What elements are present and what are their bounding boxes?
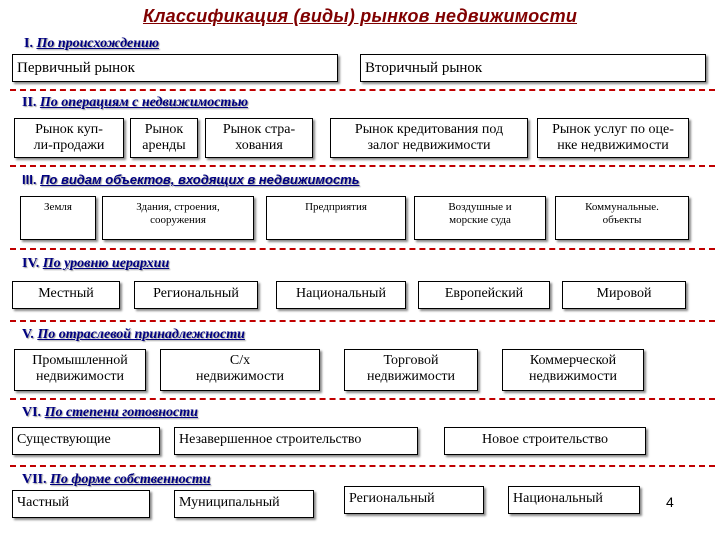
- box-line: недвижимости: [36, 369, 124, 384]
- box-municipal: [174, 490, 314, 518]
- box-label: Незавершенное строительство: [179, 432, 362, 447]
- box-sale-market: [14, 118, 124, 158]
- box-agricultural: [160, 349, 320, 391]
- box-line: Рынок услуг по оце-: [552, 122, 674, 137]
- section-1-heading: [24, 36, 159, 52]
- box-insurance-market: [205, 118, 313, 158]
- section-1-label: По происхождению: [36, 36, 160, 51]
- section-divider: [10, 465, 715, 467]
- section-2-label: По операциям с недвижимостью: [39, 95, 248, 110]
- box-secondary-market: [360, 54, 706, 82]
- box-rent-market: [130, 118, 198, 158]
- box-line: нке недвижимости: [557, 138, 669, 153]
- box-national: [276, 281, 406, 309]
- box-line: Земля: [44, 201, 72, 213]
- box-line: аренды: [142, 138, 186, 153]
- section-1-number: I.: [24, 36, 33, 51]
- box-trade: [344, 349, 478, 391]
- section-divider: [10, 320, 715, 322]
- box-new-construction: [444, 427, 646, 455]
- box-line: Здания, строения,: [136, 201, 220, 213]
- box-buildings: [102, 196, 254, 240]
- box-land: [20, 196, 96, 240]
- box-line: С/х: [229, 353, 251, 368]
- box-mortgage-market: [330, 118, 528, 158]
- box-line: Коммунальные.: [585, 201, 659, 213]
- box-label: Мировой: [596, 286, 652, 301]
- box-primary-market: [12, 54, 338, 82]
- box-line: Рынок стра-: [222, 122, 296, 137]
- section-5-number: V.: [22, 327, 34, 342]
- box-line: сооружения: [150, 214, 206, 226]
- page-title: Классификация (виды) рынков недвижимости: [142, 6, 578, 26]
- box-regional-ownership: [344, 486, 484, 514]
- box-label: Национальный: [296, 286, 386, 301]
- section-divider: [10, 89, 715, 91]
- box-appraisal-market: [537, 118, 689, 158]
- section-6-label: По степени готовности: [44, 405, 198, 420]
- box-world: [562, 281, 686, 309]
- box-enterprises: [266, 196, 406, 240]
- section-4-heading: [22, 256, 169, 272]
- section-7-label: По форме собственности: [50, 472, 211, 487]
- section-7-heading: [22, 472, 211, 488]
- box-national-ownership: [508, 486, 640, 514]
- box-line: Рынок кредитования под: [354, 122, 504, 137]
- section-divider: [10, 398, 715, 400]
- section-5-label: По отраслевой принадлежности: [37, 327, 245, 342]
- page-number: 4: [666, 494, 674, 510]
- box-line: недвижимости: [367, 369, 455, 384]
- box-line: Предприятия: [305, 201, 367, 213]
- box-label: Новое строительство: [481, 432, 609, 447]
- box-line: залог недвижимости: [367, 138, 491, 153]
- box-line: морские суда: [449, 214, 511, 226]
- box-line: хования: [235, 138, 283, 153]
- box-regional: [134, 281, 258, 309]
- box-label: Национальный: [513, 491, 603, 506]
- box-label: Местный: [38, 286, 94, 301]
- section-4-label: По уровню иерархии: [42, 256, 170, 271]
- box-local: [12, 281, 120, 309]
- box-label: Вторичный рынок: [365, 60, 483, 76]
- box-existing: [12, 427, 160, 455]
- section-divider: [10, 165, 715, 167]
- box-line: Промышленной: [32, 353, 128, 368]
- box-label: Частный: [17, 495, 70, 510]
- section-4-number: IV.: [22, 256, 40, 271]
- box-line: объекты: [602, 214, 642, 226]
- box-commercial: [502, 349, 644, 391]
- box-line: недвижимости: [529, 369, 617, 384]
- box-label: Первичный рынок: [17, 60, 135, 76]
- box-private: [12, 490, 150, 518]
- section-divider: [10, 248, 715, 250]
- box-label: Существующие: [17, 432, 111, 447]
- section-3-label: По видам объектов, входящих в недвижимость: [40, 172, 360, 187]
- box-industrial: [14, 349, 146, 391]
- section-7-number: VII.: [22, 472, 47, 487]
- box-label: Европейский: [444, 286, 524, 301]
- section-3-heading: [22, 172, 359, 187]
- section-2-heading: [22, 95, 248, 111]
- box-unfinished-construction: [174, 427, 418, 455]
- box-label: Региональный: [153, 286, 239, 301]
- box-label: Региональный: [349, 491, 435, 506]
- box-line: Торговой: [383, 353, 439, 368]
- section-5-heading: [22, 327, 245, 343]
- box-line: Коммерческой: [529, 353, 617, 368]
- box-line: недвижимости: [196, 369, 284, 384]
- section-3-number: III.: [22, 172, 37, 187]
- box-line: Рынок куп-: [35, 122, 103, 137]
- box-line: Воздушные и: [448, 201, 512, 213]
- box-line: Рынок: [144, 122, 184, 137]
- box-european: [418, 281, 550, 309]
- section-6-heading: [22, 405, 198, 421]
- section-2-number: II.: [22, 95, 37, 110]
- box-line: ли-продажи: [33, 138, 105, 153]
- box-air-sea-vessels: [414, 196, 546, 240]
- box-label: Муниципальный: [179, 495, 280, 510]
- section-6-number: VI.: [22, 405, 42, 420]
- box-utilities: [555, 196, 689, 240]
